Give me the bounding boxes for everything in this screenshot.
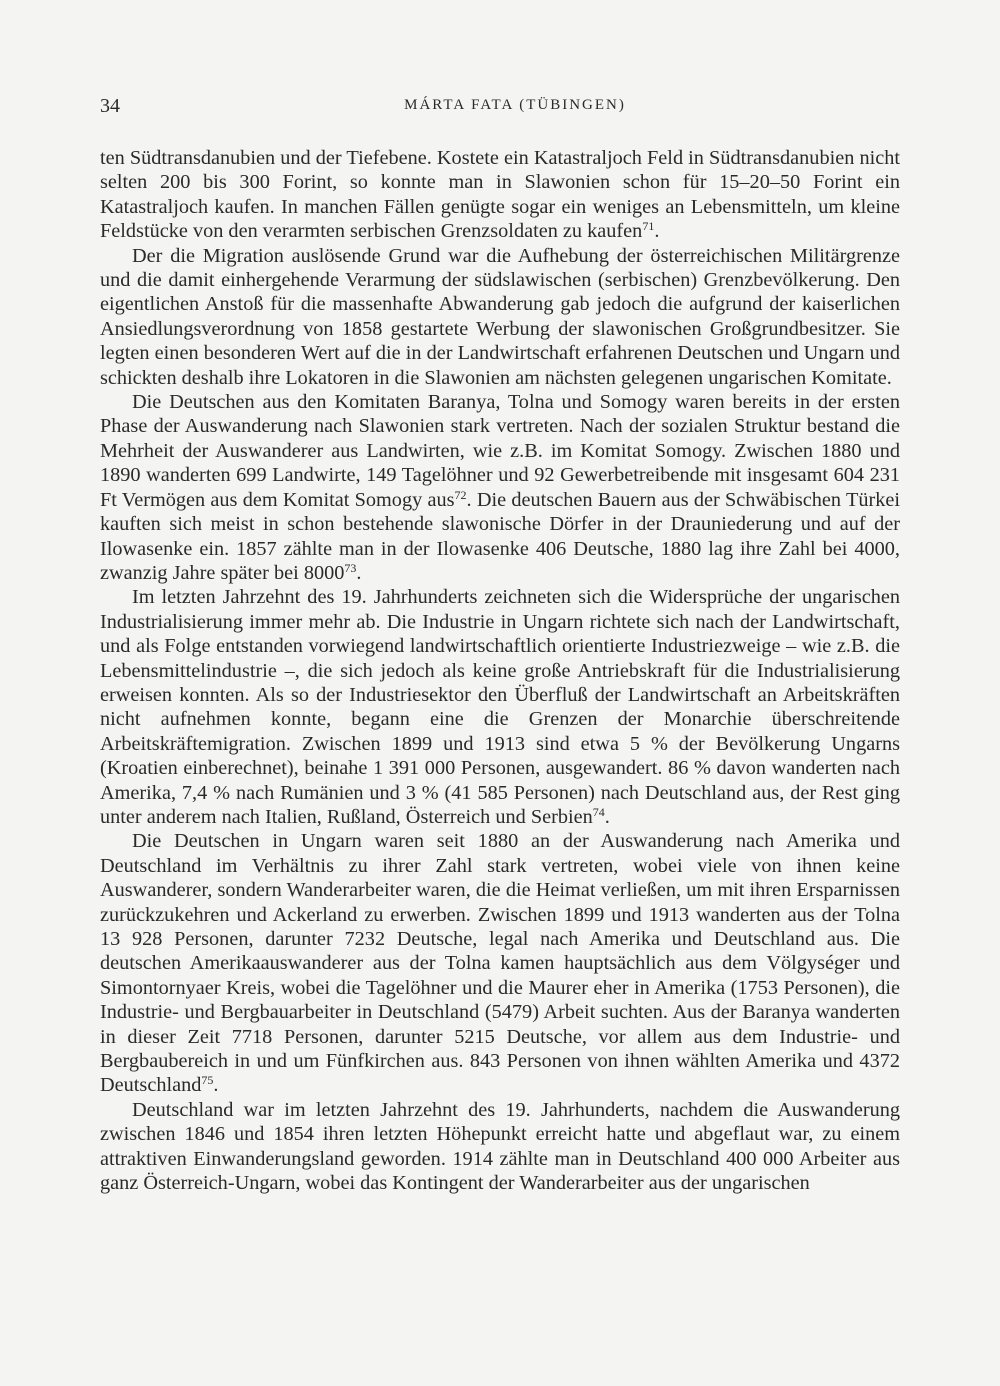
footnote-marker: 73 <box>344 560 357 575</box>
paragraph <box>100 829 900 1097</box>
footnote-marker: 75 <box>201 1073 214 1088</box>
text-run: Im letzten Jahrzehnt des 19. Jahrhunderts zeichneten sich die Widersprüche der ungarischen Industrialisierung immer mehr ab. Die Industrie in Ungarn richtete sich nach der Landwirtschaft, und als Folge entstanden vorwiegend landwirtschaftlich orientierte Industriezweige – wie z.B. die Lebensmittelindustrie –, die sich jedoch als keine große Antriebskraft für die Industrialisierung erweisen konnten. Als so der Industriesektor den Überfluß der Landwirtschaft an Arbeitskräften nicht aufnehmen konnte, begann eine die Grenzen der Monarchie überschreitende Arbeitskräftemigration. Zwischen 1899 und 1913 sind etwa 5 % der Bevölkerung Ungarns (Kroatien einberechnet), beinahe 1 391 000 Personen, ausgewandert. 86 % davon wanderten nach Amerika, 7,4 % nach Rumänien und 3 % (41 585 Personen) nach Deutschland aus, der Rest ging unter anderem nach Italien, Rußland, Österreich und Serbien <box>100 586 900 828</box>
paragraph <box>100 390 900 585</box>
text-run: . <box>654 220 660 243</box>
text-run: Deutschland war im letzten Jahrzehnt des 19. Jahrhunderts, nachdem die Auswanderung zwischen 1846 und 1854 ihren letzten Höhepunkt erreicht hatte und abgeflaut war, zu einem attraktiven Einwanderungsland geworden. 1914 zählte man in Deutschland 400 000 Arbeiter aus ganz Österreich-Ungarn, wobei das Kontingent der Wanderarbeiter aus der ungarischen <box>100 1098 900 1195</box>
text-run: . <box>604 805 610 828</box>
footnote-marker: 71 <box>642 219 655 234</box>
text-run: Die Deutschen aus den Komitaten Baranya, Tolna und Somogy waren bereits in der ersten Phase der Auswanderung nach Slawonien stark vertreten. Nach der sozialen Struktur bestand die Mehrheit der Auswanderer aus Landwirten, wie z.B. im Komitat Somogy. Zwischen 1880 und 1890 wanderten 699 Landwirte, 149 Tagelöhner und 92 Gewerbetreibende mit insgesamt 604 231 Ft Vermögen aus dem Komitat Somogy aus <box>100 391 900 511</box>
text-run: Die Deutschen in Ungarn waren seit 1880 an der Auswanderung nach Amerika und Deutschland im Verhältnis zu ihrer Zahl stark vertreten, wobei viele von ihnen keine Auswanderer, sondern Wanderarbeiter waren, die die Heimat verließen, um mit ihren Ersparnissen zurückzukehren und Ackerland zu erwerben. Zwischen 1899 und 1913 wanderten aus der Tolna 13 928 Personen, darunter 7232 Deutsche, legal nach Amerika und Deutschland aus. Die deutschen Amerikaauswanderer aus der Tolna kamen hauptsächlich aus dem Völgységer und Simontornyaer Kreis, wobei die Tagelöhner und die Maurer eher in Amerika (1753 Personen), die Industrie- und Bergbauarbeiter in Deutschland (5479) Arbeit suchten. Aus der Baranya wanderten in dieser Zeit 7718 Personen, darunter 5215 Deutsche, vor allem aus dem Industrie- und Bergbaubereich in und um Fünfkirchen aus. 843 Personen von ihnen wählten Amerika und 4372 Deutschland <box>100 830 900 1097</box>
text-run: . <box>213 1074 219 1097</box>
footnote-marker: 74 <box>592 804 605 819</box>
paragraph <box>100 244 900 390</box>
page-number: 34 <box>100 95 120 117</box>
text-run: ten Südtransdanubien und der Tiefebene. Kostete ein Katastraljoch Feld in Südtransdanubien nicht selten 200 bis 300 Forint, so konnte man in Slawonien schon für 15–20–50 Forint ein Katastraljoch kaufen. In manchen Fällen genügte sogar ein weniges an Lebensmitteln, um kleine Feldstücke von den verarmten serbischen Grenzsoldaten zu kaufen <box>100 147 900 243</box>
paragraph <box>100 146 900 244</box>
running-head: MÁRTA FATA (TÜBINGEN) <box>404 97 626 113</box>
text-run: Der die Migration auslösende Grund war die Aufhebung der österreichischen Militärgrenze und die damit einhergehende Verarmung der südslawischen (serbischen) Grenzbevölkerung. Den eigentlichen Anstoß für die massenhafte Abwanderung gab jedoch die aufgrund der kaiserlichen Ansiedlungsverordnung von 1858 gestartete Werbung der slawonischen Großgrundbesitzer. Sie legten einen besonderen Wert auf die in der Landwirtschaft erfahrenen Deutschen und Ungarn und schickten deshalb ihre Lokatoren in die Slawonien am nächsten gelegenen ungarischen Komitate. <box>100 244 900 389</box>
page-header <box>100 95 900 121</box>
text-run: . Die deutschen Bauern aus der Schwäbischen Türkei kauften sich meist in schon bestehende slawonische Dörfer in der Drauniederung und auf der Ilowasenke ein. 1857 zählte man in der Ilowasenke 406 Deutsche, 1880 lag ihre Zahl bei 4000, zwanzig Jahre später bei 8000 <box>100 488 900 584</box>
body-text <box>100 146 900 1195</box>
text-run: . <box>356 561 362 584</box>
paragraph <box>100 585 900 829</box>
paragraph <box>100 1098 900 1196</box>
footnote-marker: 72 <box>454 487 467 502</box>
